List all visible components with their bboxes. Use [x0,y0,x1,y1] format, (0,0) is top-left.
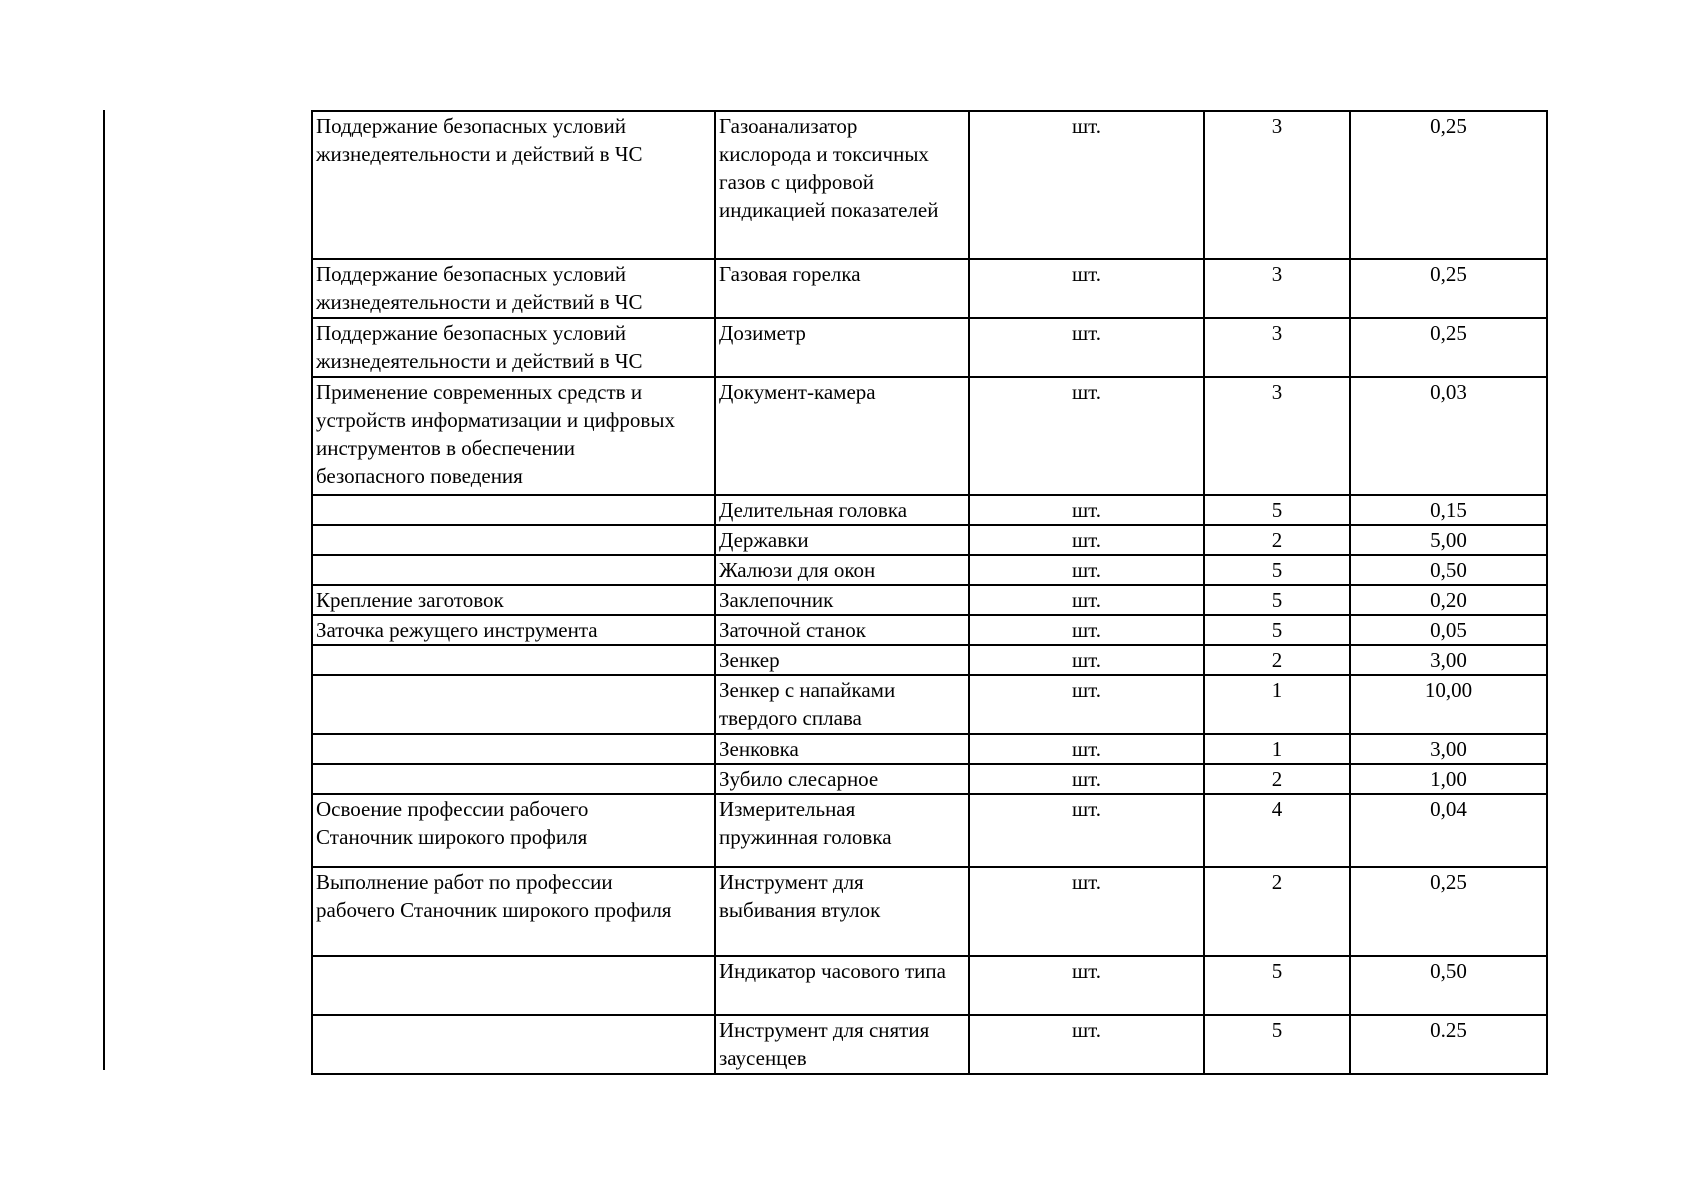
unit-cell: шт. [969,675,1204,734]
norm-cell: 0,04 [1350,794,1547,867]
equipment-name-cell: Индикатор часового типа [715,956,969,1015]
quantity-cell: 2 [1204,867,1350,956]
quantity-cell: 3 [1204,259,1350,318]
quantity-cell: 5 [1204,495,1350,525]
equipment-name-cell: Инструмент для снятия заусенцев [715,1015,969,1074]
activity-cell [312,555,715,585]
table-row [312,867,1547,956]
quantity-cell: 2 [1204,764,1350,794]
table-row [312,1015,1547,1074]
quantity-cell: 3 [1204,111,1350,259]
quantity-cell: 5 [1204,615,1350,645]
equipment-table [311,110,1548,1075]
table-row [312,377,1547,495]
norm-cell: 0,25 [1350,111,1547,259]
unit-cell: шт. [969,956,1204,1015]
page-margin-line [103,110,105,1070]
activity-cell [312,645,715,675]
table-row [312,794,1547,867]
activity-cell: Выполнение работ по профессии рабочего Станочник широкого профиля [312,867,715,956]
unit-cell: шт. [969,615,1204,645]
quantity-cell: 5 [1204,956,1350,1015]
quantity-cell: 1 [1204,675,1350,734]
table-row [312,111,1547,259]
unit-cell: шт. [969,764,1204,794]
norm-cell: 0,25 [1350,867,1547,956]
activity-cell: Применение современных средств и устройств информатизации и цифровых инструментов в обеспечении безопасного поведения [312,377,715,495]
table-row [312,555,1547,585]
unit-cell: шт. [969,318,1204,377]
norm-cell: 0.25 [1350,1015,1547,1074]
unit-cell: шт. [969,794,1204,867]
activity-cell [312,734,715,764]
unit-cell: шт. [969,555,1204,585]
norm-cell: 10,00 [1350,675,1547,734]
equipment-name-cell: Зенкер [715,645,969,675]
table-row [312,525,1547,555]
table-row [312,318,1547,377]
norm-cell: 0,25 [1350,318,1547,377]
table-row [312,259,1547,318]
activity-cell: Поддержание безопасных условий жизнедеятельности и действий в ЧС [312,318,715,377]
norm-cell: 5,00 [1350,525,1547,555]
table-row [312,734,1547,764]
quantity-cell: 5 [1204,1015,1350,1074]
table-row [312,645,1547,675]
equipment-name-cell: Документ-камера [715,377,969,495]
equipment-name-cell: Зенкер с напайками твердого сплава [715,675,969,734]
equipment-name-cell: Делительная головка [715,495,969,525]
equipment-name-cell: Газоанализатор кислорода и токсичных газов с цифровой индикацией показателей [715,111,969,259]
unit-cell: шт. [969,259,1204,318]
table-row [312,956,1547,1015]
equipment-name-cell: Дозиметр [715,318,969,377]
activity-cell: Крепление заготовок [312,585,715,615]
norm-cell: 1,00 [1350,764,1547,794]
equipment-name-cell: Измерительная пружинная головка [715,794,969,867]
unit-cell: шт. [969,1015,1204,1074]
unit-cell: шт. [969,867,1204,956]
equipment-name-cell: Заточной станок [715,615,969,645]
activity-cell [312,764,715,794]
norm-cell: 0,25 [1350,259,1547,318]
quantity-cell: 5 [1204,585,1350,615]
quantity-cell: 1 [1204,734,1350,764]
table-row [312,764,1547,794]
table-row [312,585,1547,615]
equipment-name-cell: Зубило слесарное [715,764,969,794]
activity-cell [312,525,715,555]
equipment-name-cell: Жалюзи для окон [715,555,969,585]
norm-cell: 0,20 [1350,585,1547,615]
unit-cell: шт. [969,377,1204,495]
norm-cell: 0,05 [1350,615,1547,645]
table-row [312,495,1547,525]
quantity-cell: 2 [1204,645,1350,675]
norm-cell: 3,00 [1350,734,1547,764]
unit-cell: шт. [969,585,1204,615]
activity-cell: Поддержание безопасных условий жизнедеятельности и действий в ЧС [312,111,715,259]
unit-cell: шт. [969,645,1204,675]
activity-cell: Поддержание безопасных условий жизнедеятельности и действий в ЧС [312,259,715,318]
equipment-name-cell: Газовая горелка [715,259,969,318]
activity-cell: Освоение профессии рабочего Станочник широкого профиля [312,794,715,867]
norm-cell: 0,15 [1350,495,1547,525]
equipment-name-cell: Зенковка [715,734,969,764]
equipment-name-cell: Заклепочник [715,585,969,615]
unit-cell: шт. [969,111,1204,259]
norm-cell: 0,03 [1350,377,1547,495]
unit-cell: шт. [969,734,1204,764]
unit-cell: шт. [969,495,1204,525]
quantity-cell: 3 [1204,377,1350,495]
equipment-name-cell: Державки [715,525,969,555]
quantity-cell: 5 [1204,555,1350,585]
unit-cell: шт. [969,525,1204,555]
activity-cell: Заточка режущего инструмента [312,615,715,645]
quantity-cell: 3 [1204,318,1350,377]
norm-cell: 0,50 [1350,555,1547,585]
activity-cell [312,495,715,525]
table-row [312,675,1547,734]
norm-cell: 0,50 [1350,956,1547,1015]
norm-cell: 3,00 [1350,645,1547,675]
activity-cell [312,675,715,734]
quantity-cell: 4 [1204,794,1350,867]
equipment-name-cell: Инструмент для выбивания втулок [715,867,969,956]
quantity-cell: 2 [1204,525,1350,555]
table-row [312,615,1547,645]
activity-cell [312,956,715,1015]
activity-cell [312,1015,715,1074]
